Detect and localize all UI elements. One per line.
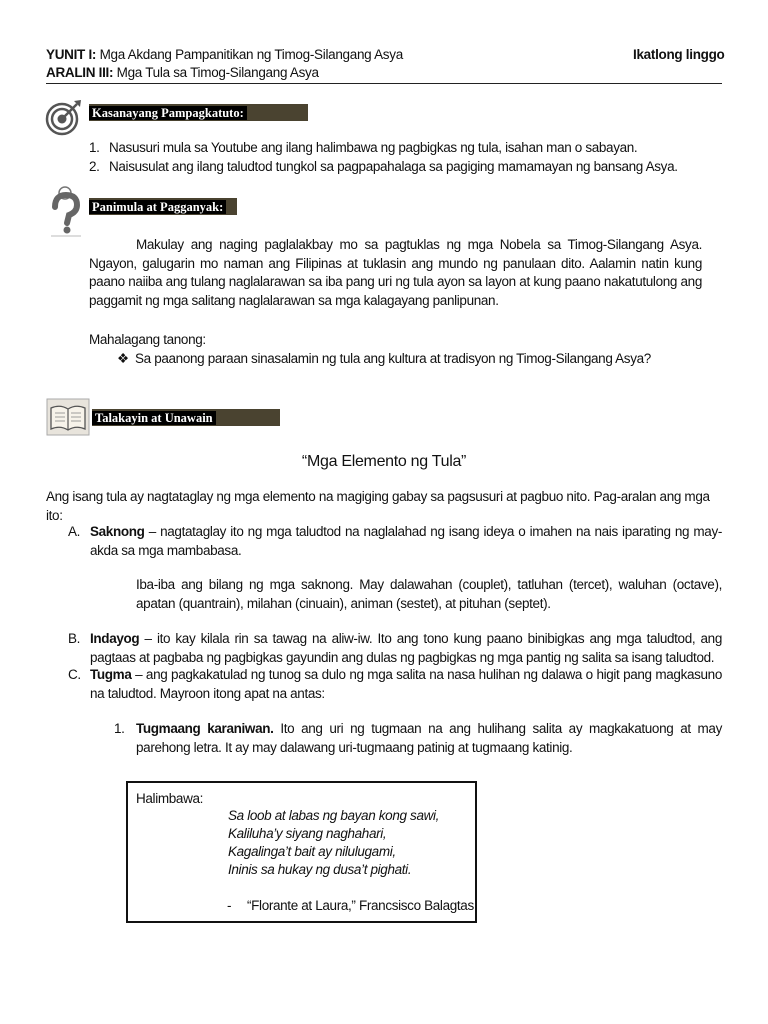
sub-item-term: Tugmaang karaniwan. <box>136 721 274 736</box>
source-dash: - <box>227 898 232 913</box>
intro-label: Panimula at Pagganyak: <box>89 200 226 214</box>
poem-excerpt <box>228 807 439 879</box>
sub-item-number: 1. <box>114 721 125 736</box>
item-text: – ito kay kilala rin sa tawag na aliw-iw. Ito ang tono kung paano binibigkas ang mga taludtod, ang pagtaas at pagbaba ng pagbigkas gayundin ang dulas ng pagbigkas ng mga pantig ng salita sa isang taludtod. <box>90 631 722 665</box>
sub-item-tugmaang-karaniwan <box>114 720 722 757</box>
item-letter: A. <box>68 524 81 539</box>
poem-line: Ininis sa hukay ng dusa’t pighati. <box>228 862 412 877</box>
competency-label: Kasanayang Pampagkatuto: <box>89 106 247 120</box>
item-letter: C. <box>68 667 81 682</box>
question-item <box>117 350 717 369</box>
element-item-tugma <box>68 666 722 703</box>
item-term: Indayog <box>90 631 140 646</box>
week-label: Ikatlong linggo <box>633 47 725 62</box>
question-mark-person-icon <box>47 185 85 237</box>
item-letter: B. <box>68 631 81 646</box>
header-rule <box>46 83 722 84</box>
competency-label-bar <box>89 104 308 121</box>
section-title: “Mga Elemento ng Tula” <box>301 453 467 470</box>
list-item <box>89 139 709 158</box>
poem-source: “Florante at Laura,” Francsisco Balagtas <box>247 898 474 913</box>
list-number: 2. <box>89 158 100 174</box>
competency-list <box>89 139 709 176</box>
diamond-bullet-icon: ❖ <box>117 351 129 366</box>
saknong-note: Iba-iba ang bilang ng mga saknong. May dalawahan (couplet), tatluhan (tercet), waluhan (octave), apatan (quantrain), milahan (cinuain), animan (sestet), at pituhan (septet). <box>136 577 722 611</box>
lesson-label: ARALIN III: <box>46 65 114 80</box>
discuss-label: Talakayin at Unawain <box>92 411 216 425</box>
poem-line: Kaliluha’y siyang naghahari, <box>228 826 387 841</box>
unit-title: Mga Akdang Pampanitikan ng Timog-Silangang Asya <box>99 47 403 62</box>
discuss-label-bar <box>92 409 280 426</box>
sub-item-text: Ito ang uri ng tugmaan na ang hulihang salita ay magkakatuong at may parehong letra. It ay may dalawang uri-tugmaang patinig at tugmaang katinig. <box>136 721 722 755</box>
example-label: Halimbawa: <box>136 791 204 806</box>
lead-paragraph: Ang isang tula ay nagtataglay ng mga elemento na magiging gabay sa pagsusuri at pagbuo nito. Pag-aralan ang mga ito: <box>46 489 710 523</box>
element-item-indayog <box>68 630 722 667</box>
item-text: – nagtataglay ito ng mga taludtod na naglalahad ng isang ideya o imahen na nais iparating ng may-akda sa mga mambabasa. <box>90 524 722 558</box>
list-item <box>89 158 709 177</box>
question-label: Mahalagang tanong: <box>89 332 206 347</box>
list-text: Nasusuri mula sa Youtube ang ilang halimbawa ng pagbigkas ng tula, isahan man o sabayan. <box>109 140 638 155</box>
question-text: Sa paanong paraan sinasalamin ng tula ang kultura at tradisyon ng Timog-Silangang Asya? <box>135 351 651 366</box>
list-number: 1. <box>89 140 100 155</box>
unit-line <box>46 47 403 62</box>
lesson-line <box>46 65 319 80</box>
poem-line: Kagalinga’t bait ay nilulugami, <box>228 844 396 859</box>
lesson-title: Mga Tula sa Timog-Silangang Asya <box>116 65 319 80</box>
poem-line: Sa loob at labas ng bayan kong sawi, <box>228 808 440 823</box>
target-arrow-icon <box>45 98 83 136</box>
element-item-saknong <box>68 523 722 560</box>
intro-label-bar <box>89 198 237 215</box>
list-text: Naisusulat ang ilang taludtod tungkol sa pagpapahalaga sa pagiging mamamayan ng bansang Asya. <box>109 158 678 174</box>
unit-label: YUNIT I: <box>46 47 97 62</box>
item-term: Tugma <box>90 667 132 682</box>
item-term: Saknong <box>90 524 145 539</box>
open-book-icon <box>46 398 90 436</box>
intro-paragraph: Makulay ang naging paglalakbay mo sa pagtuklas ng mga Nobela sa Timog-Silangang Asya. Ngayon, galugarin mo naman ang Filipinas at tuklasin ang mundo ng panulaan dito. Aalamin natin kung paano naiiba ang tulang naglalarawan sa iba pang uri ng tula ayon sa layon at kung paano nakatutulong ang paggamit ng mga salitang naglalarawan sa mga kalagayang panlipunan. <box>89 237 702 308</box>
item-text: – ang pagkakatulad ng tunog sa dulo ng mga salita na nasa hulihan ng dalawa o higit pang magkasuno na taludtod. Mayroon itong apat na antas: <box>90 667 722 701</box>
poem-source-line <box>227 897 474 916</box>
